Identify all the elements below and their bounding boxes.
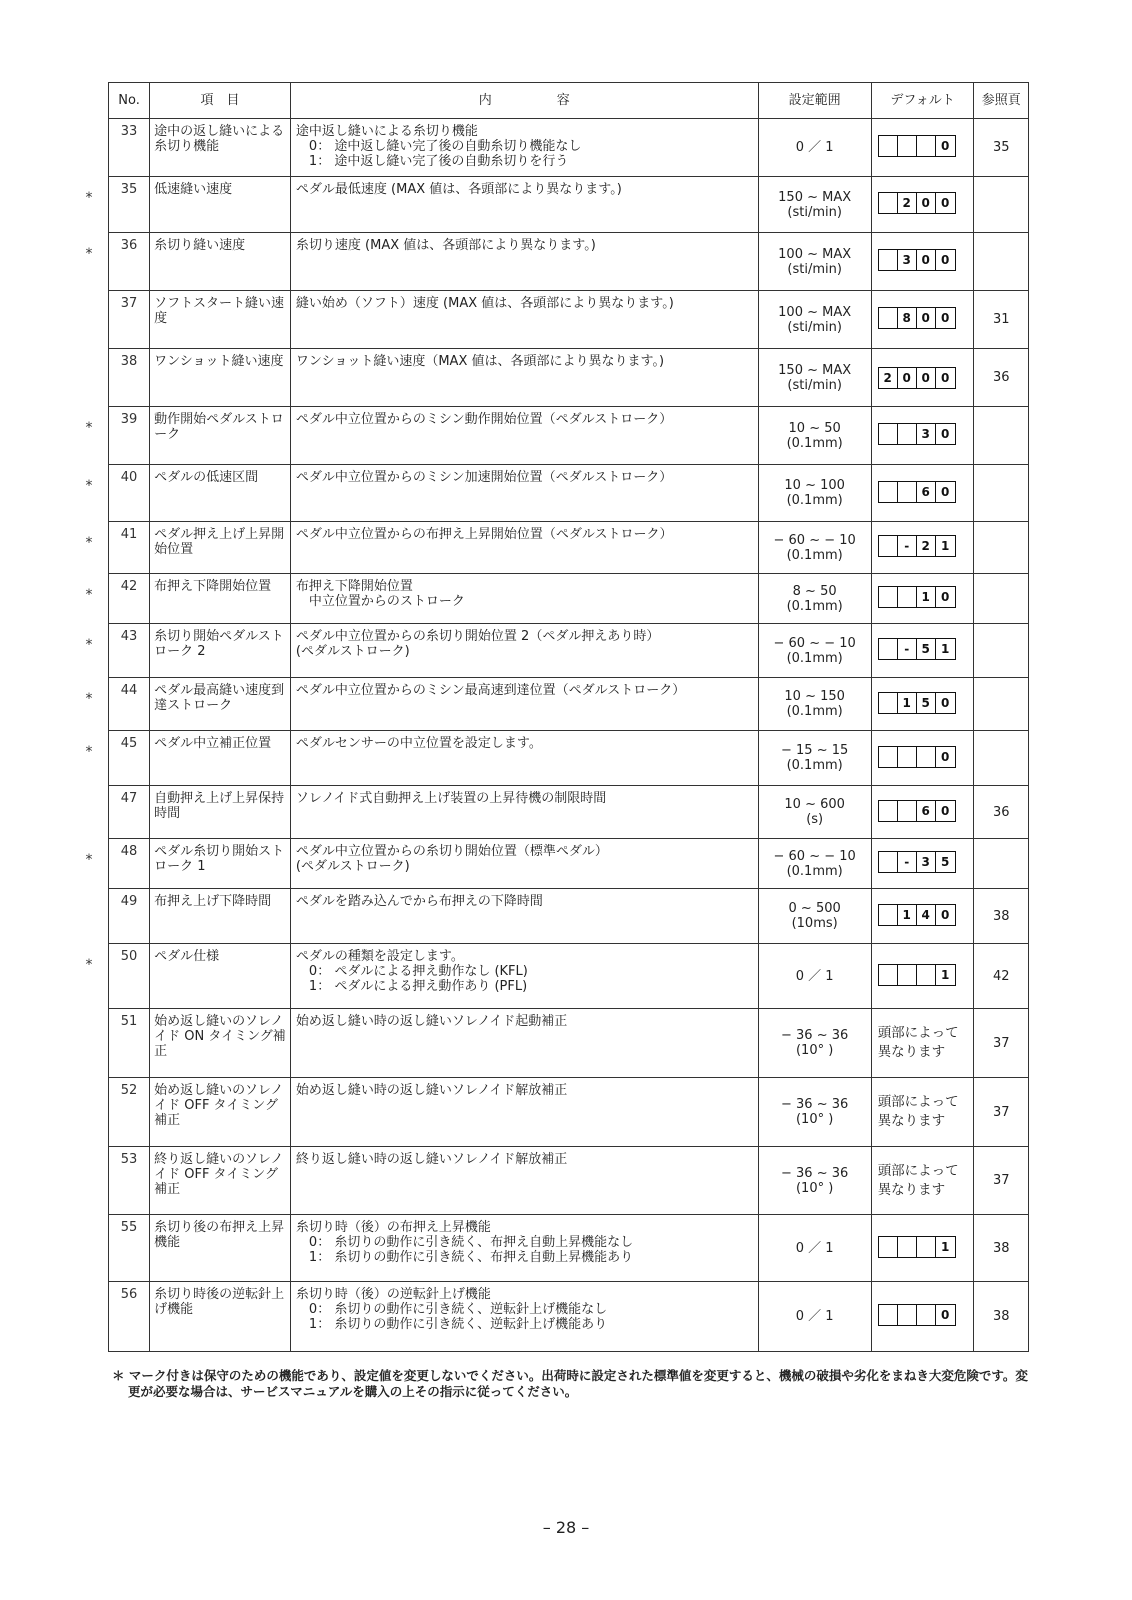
content-cell: 糸切り時（後）の布押え上昇機能 0： 糸切りの動作に引き続く、布押え自動上昇機能なし 1： 糸切りの動作に引き続く、布押え自動上昇機能あり [290,1215,758,1282]
maintenance-star-icon: * [85,535,93,551]
digit-cell: - [898,852,917,872]
item-cell: 布押え上げ下降時間 [150,889,291,944]
table-row [109,407,1029,465]
content-cell: ペダルセンサーの中立位置を設定します。 [290,731,758,786]
reference-page-cell [974,522,1029,574]
reference-page-cell: 38 [974,1215,1029,1282]
row-number-cell [109,889,150,944]
digit-cell: 5 [941,855,950,869]
default-cell [871,1078,974,1147]
reference-page-cell: 36 [974,786,1029,839]
row-number-cell [85,522,150,574]
digit-cell [879,852,898,872]
range-cell: − 60 ~ − 10 (0.1mm) [758,839,871,889]
digit-cell: 1 [917,587,936,607]
range-cell: 10 ~ 600 (s) [758,786,871,839]
table-row [109,119,1029,177]
digit-cell: 0 [941,695,950,710]
default-digit-display [878,481,956,503]
digit-cell: 0 [917,193,936,213]
digit-cell [879,193,898,213]
digit-cell: 0 [941,427,950,441]
maintenance-star-icon: * [85,587,93,603]
default-cell [871,349,974,407]
table-row [109,465,1029,522]
default-cell [871,1009,974,1078]
default-text: 頭部によって 異なります [877,1094,959,1129]
reference-page-cell [974,839,1029,889]
table-row [109,839,1029,889]
digit-cell [879,424,898,444]
table-header-row [109,83,1029,119]
digit-cell: 2 [879,368,898,388]
default-cell [871,624,974,678]
row-number-cell [109,119,150,177]
row-number: 42 [120,579,138,594]
digit-cell [917,747,936,767]
table-row [109,349,1029,407]
item-cell: ペダル中立補正位置 [150,731,291,786]
digit-cell [879,693,898,713]
table-row [109,678,1029,731]
range-cell: 150 ~ MAX (sti/min) [758,349,871,407]
reference-page-cell [974,624,1029,678]
digit-cell [879,136,898,156]
range-cell: − 60 ~ − 10 (0.1mm) [758,522,871,574]
header-item: 項 目 [150,83,291,119]
table-row [109,889,1029,944]
row-number: 47 [120,791,138,806]
row-number-cell [85,407,150,465]
default-cell [871,177,974,233]
digit-cell [898,136,917,156]
default-digit-display [878,692,956,714]
item-cell: 始め返し縫いのソレノイド ON タイミング補正 [150,1009,291,1078]
content-cell: ペダルを踏み込んでから布押えの下降時間 [290,889,758,944]
reference-page-cell [974,731,1029,786]
range-cell: 100 ~ MAX (sti/min) [758,291,871,349]
content-cell: ペダル中立位置からの糸切り開始位置 2（ペダル押えあり時） (ペダルストローク) [290,624,758,678]
digit-cell [879,250,898,270]
digit-cell: 5 [917,639,936,659]
content-cell: ペダル中立位置からのミシン最高速到達位置（ペダルストローク） [290,678,758,731]
table-row [109,1078,1029,1147]
row-number-cell [85,233,150,291]
table-row [109,1215,1029,1282]
row-number: 56 [120,1287,138,1302]
digit-cell [898,424,917,444]
range-cell: 0 ／ 1 [758,1282,871,1352]
default-digit-display [878,535,956,557]
digit-cell [898,587,917,607]
digit-cell: 3 [898,250,917,270]
digit-cell [898,747,917,767]
digit-cell: 0 [941,253,950,267]
digit-cell: - [898,639,917,659]
table-row [109,574,1029,624]
row-number-cell [85,177,150,233]
item-cell: ペダル糸切り開始ストローク 1 [150,839,291,889]
digit-cell [898,1237,917,1257]
digit-cell: 6 [917,482,936,502]
range-cell: − 15 ~ 15 (0.1mm) [758,731,871,786]
default-cell [871,678,974,731]
default-digit-display [878,367,956,389]
row-number-cell [109,291,150,349]
digit-cell [879,308,898,328]
table-row [109,1282,1029,1352]
range-cell: 100 ~ MAX (sti/min) [758,233,871,291]
row-number-cell [85,574,150,624]
item-cell: 低速縫い速度 [150,177,291,233]
digit-cell: 1 [941,1239,950,1254]
content-cell: 途中返し縫いによる糸切り機能 0： 途中返し縫い完了後の自動糸切り機能なし 1： 途中返し縫い完了後の自動糸切りを行う [290,119,758,177]
reference-page-cell [974,678,1029,731]
reference-page-cell: 37 [974,1009,1029,1078]
table-row [109,624,1029,678]
default-digit-display [878,904,956,926]
content-cell: ワンショット縫い速度（MAX 値は、各頭部により異なります。) [290,349,758,407]
range-cell: 0 ~ 500 (10ms) [758,889,871,944]
content-cell: 終り返し縫い時の返し縫いソレノイド解放補正 [290,1147,758,1215]
row-number: 48 [120,844,138,859]
digit-cell [917,1237,936,1257]
maintenance-star-icon: * [85,190,93,206]
digit-cell [917,1305,936,1325]
default-digit-display [878,1236,956,1258]
range-cell: 8 ~ 50 (0.1mm) [758,574,871,624]
row-number: 33 [120,124,138,139]
digit-cell [879,482,898,502]
content-cell: ペダル最低速度 (MAX 値は、各頭部により異なります。) [290,177,758,233]
default-cell [871,119,974,177]
row-number: 35 [120,182,138,197]
range-cell: − 36 ~ 36 (10° ) [758,1009,871,1078]
item-cell: 自動押え上げ上昇保持時間 [150,786,291,839]
digit-cell: 8 [898,308,917,328]
default-digit-display [878,964,956,986]
default-digit-display [878,135,956,157]
content-cell: 始め返し縫い時の返し縫いソレノイド起動補正 [290,1009,758,1078]
content-cell: 縫い始め（ソフト）速度 (MAX 値は、各頭部により異なります。) [290,291,758,349]
reference-page-cell: 35 [974,119,1029,177]
range-cell: − 36 ~ 36 (10° ) [758,1147,871,1215]
digit-cell [898,801,917,821]
digit-cell: 0 [941,749,950,764]
row-number-cell [85,944,150,1009]
row-number: 41 [120,527,138,542]
digit-cell: 0 [941,484,950,499]
digit-cell: 2 [898,193,917,213]
item-cell: 途中の返し縫いによる糸切り機能 [150,119,291,177]
default-cell [871,574,974,624]
digit-cell: 0 [941,803,950,818]
maintenance-star-icon: * [85,637,93,653]
digit-cell: 0 [917,308,936,328]
digit-cell [898,482,917,502]
reference-page-cell: 31 [974,291,1029,349]
item-cell: ペダル押え上げ上昇開始位置 [150,522,291,574]
range-cell: 10 ~ 100 (0.1mm) [758,465,871,522]
item-cell: 糸切り時後の逆転針上げ機能 [150,1282,291,1352]
digit-cell [898,965,917,985]
maintenance-star-icon: * [85,420,93,436]
row-number: 51 [120,1014,138,1029]
digit-cell [879,639,898,659]
header-no: No. [109,83,150,119]
row-number-cell [85,465,150,522]
parameter-table [85,82,1029,1352]
table-row [109,786,1029,839]
maintenance-note: ＊ マーク付きは保守のための機能であり、設定値を変更しないでください。出荷時に設定された標準値を変更すると、機械の破損や劣化をまねき大変危険です。変更が必要な場合は、サービスマニュアルを購入の上その指示に従ってください。 [112,1368,1028,1399]
item-cell: 始め返し縫いのソレノイド OFF タイミング補正 [150,1078,291,1147]
row-number: 55 [120,1220,138,1235]
row-number-cell [109,1009,150,1078]
row-number-cell [109,349,150,407]
digit-cell: 0 [941,590,950,604]
default-digit-display [878,1304,956,1326]
item-cell: 終り返し縫いのソレノイド OFF タイミング補正 [150,1147,291,1215]
item-cell: ワンショット縫い速度 [150,349,291,407]
reference-page-cell: 38 [974,889,1029,944]
default-digit-display [878,249,956,271]
header-default: デフォルト [871,83,974,119]
range-cell: 10 ~ 150 (0.1mm) [758,678,871,731]
default-digit-display [878,851,956,873]
content-cell: 布押え下降開始位置 中立位置からのストローク [290,574,758,624]
reference-page-cell [974,465,1029,522]
default-digit-display [878,746,956,768]
digit-cell [879,1237,898,1257]
page-number: – 28 – [542,1518,590,1537]
maintenance-star-icon: * [85,957,93,973]
row-number-cell [85,731,150,786]
row-number: 39 [120,412,138,427]
row-number: 52 [120,1083,138,1098]
reference-page-cell [974,177,1029,233]
content-cell: ペダル中立位置からのミシン動作開始位置（ペダルストローク） [290,407,758,465]
digit-cell: 0 [941,1308,950,1322]
digit-cell [879,965,898,985]
digit-cell: 0 [917,250,936,270]
row-number-cell [109,786,150,839]
default-cell [871,1147,974,1215]
digit-cell [879,905,898,925]
default-digit-display [878,638,956,660]
digit-cell [879,536,898,556]
default-cell [871,291,974,349]
content-cell: 糸切り時（後）の逆転針上げ機能 0： 糸切りの動作に引き続く、逆転針上げ機能なし 1： 糸切りの動作に引き続く、逆転針上げ機能あり [290,1282,758,1352]
maintenance-star-icon: * [85,852,93,868]
content-cell: 始め返し縫い時の返し縫いソレノイド解放補正 [290,1078,758,1147]
content-cell: ペダル中立位置からの布押え上昇開始位置（ペダルストローク） [290,522,758,574]
item-cell: ペダル最高縫い速度到達ストローク [150,678,291,731]
digit-cell: 0 [898,368,917,388]
digit-cell: 1 [898,693,917,713]
digit-cell: 0 [941,139,950,153]
default-cell [871,944,974,1009]
header-ref: 参照頁 [974,83,1029,119]
item-cell: ペダルの低速区間 [150,465,291,522]
reference-page-cell [974,574,1029,624]
row-number-cell [85,678,150,731]
item-cell: 布押え下降開始位置 [150,574,291,624]
header-range: 設定範囲 [758,83,871,119]
reference-page-cell [974,407,1029,465]
content-cell: ソレノイド式自動押え上げ装置の上昇待機の制限時間 [290,786,758,839]
default-text: 頭部によって 異なります [877,1025,959,1060]
row-number-cell [109,1147,150,1215]
content-cell: 糸切り速度 (MAX 値は、各頭部により異なります。) [290,233,758,291]
row-number: 36 [120,238,138,253]
row-number-cell [109,1078,150,1147]
table-row [109,233,1029,291]
range-cell: 150 ~ MAX (sti/min) [758,177,871,233]
row-number-cell [85,839,150,889]
default-cell [871,731,974,786]
header-content: 内 容 [290,83,758,119]
table-row [109,1147,1029,1215]
digit-cell: 3 [917,424,936,444]
row-number-cell [109,1215,150,1282]
digit-cell: - [898,536,917,556]
default-digit-display [878,423,956,445]
digit-cell: 0 [941,907,950,922]
content-cell: ペダルの種類を設定します。 0： ペダルによる押え動作なし (KFL) 1： ペダルによる押え動作あり (PFL) [290,944,758,1009]
default-cell [871,233,974,291]
digit-cell: 3 [917,852,936,872]
item-cell: 動作開始ペダルストローク [150,407,291,465]
digit-cell: 5 [917,693,936,713]
maintenance-star-icon: * [85,246,93,262]
digit-cell: 1 [898,905,917,925]
reference-page-cell: 37 [974,1147,1029,1215]
row-number: 45 [120,736,138,751]
default-cell [871,522,974,574]
digit-cell: 1 [941,967,950,982]
digit-cell [879,587,898,607]
digit-cell [879,747,898,767]
row-number: 44 [120,683,138,698]
digit-cell: 6 [917,801,936,821]
default-digit-display [878,192,956,214]
default-cell [871,889,974,944]
digit-cell [917,136,936,156]
default-text: 頭部によって 異なります [877,1162,959,1198]
reference-page-cell: 42 [974,944,1029,1009]
reference-page-cell [974,233,1029,291]
range-cell: 0 ／ 1 [758,1215,871,1282]
range-cell: 0 ／ 1 [758,944,871,1009]
default-digit-display [878,800,956,822]
default-cell [871,786,974,839]
default-digit-display [878,307,956,329]
digit-cell [879,1305,898,1325]
digit-cell: 1 [941,642,950,656]
row-number: 49 [120,894,138,909]
default-cell [871,839,974,889]
item-cell: ソフトスタート縫い速度 [150,291,291,349]
table-row [109,291,1029,349]
content-cell: ペダル中立位置からの糸切り開始位置（標準ペダル） (ペダルストローク) [290,839,758,889]
digit-cell [917,965,936,985]
digit-cell: 4 [917,905,936,925]
table-row [109,1009,1029,1078]
digit-cell: 2 [917,536,936,556]
table-row [109,944,1029,1009]
digit-cell: 0 [917,368,936,388]
default-cell [871,465,974,522]
range-cell: 0 ／ 1 [758,119,871,177]
item-cell: ペダル仕様 [150,944,291,1009]
reference-page-cell: 37 [974,1078,1029,1147]
row-number-cell [85,624,150,678]
range-cell: − 60 ~ − 10 (0.1mm) [758,624,871,678]
digit-cell [879,801,898,821]
content-cell: ペダル中立位置からのミシン加速開始位置（ペダルストローク） [290,465,758,522]
reference-page-cell: 38 [974,1282,1029,1352]
digit-cell: 0 [941,311,950,325]
reference-page-cell: 36 [974,349,1029,407]
range-cell: 10 ~ 50 (0.1mm) [758,407,871,465]
row-number: 43 [120,629,138,644]
digit-cell: 0 [941,370,950,385]
range-cell: − 36 ~ 36 (10° ) [758,1078,871,1147]
row-number: 53 [120,1152,138,1167]
row-number: 40 [120,470,138,485]
table-row [109,177,1029,233]
default-cell [871,407,974,465]
default-cell [871,1282,974,1352]
maintenance-star-icon: * [85,691,93,707]
default-digit-display [878,586,956,608]
digit-cell: 0 [941,196,950,210]
table-row [109,522,1029,574]
maintenance-star-icon: * [85,744,93,760]
item-cell: 糸切り縫い速度 [150,233,291,291]
row-number-cell [109,1282,150,1352]
row-number: 37 [120,296,138,311]
digit-cell [898,1305,917,1325]
digit-cell: 1 [941,539,950,553]
item-cell: 糸切り開始ペダルストローク 2 [150,624,291,678]
maintenance-star-icon: * [85,478,93,494]
row-number: 50 [120,949,138,964]
default-cell [871,1215,974,1282]
item-cell: 糸切り後の布押え上昇機能 [150,1215,291,1282]
row-number: 38 [120,354,138,369]
table-row [109,731,1029,786]
